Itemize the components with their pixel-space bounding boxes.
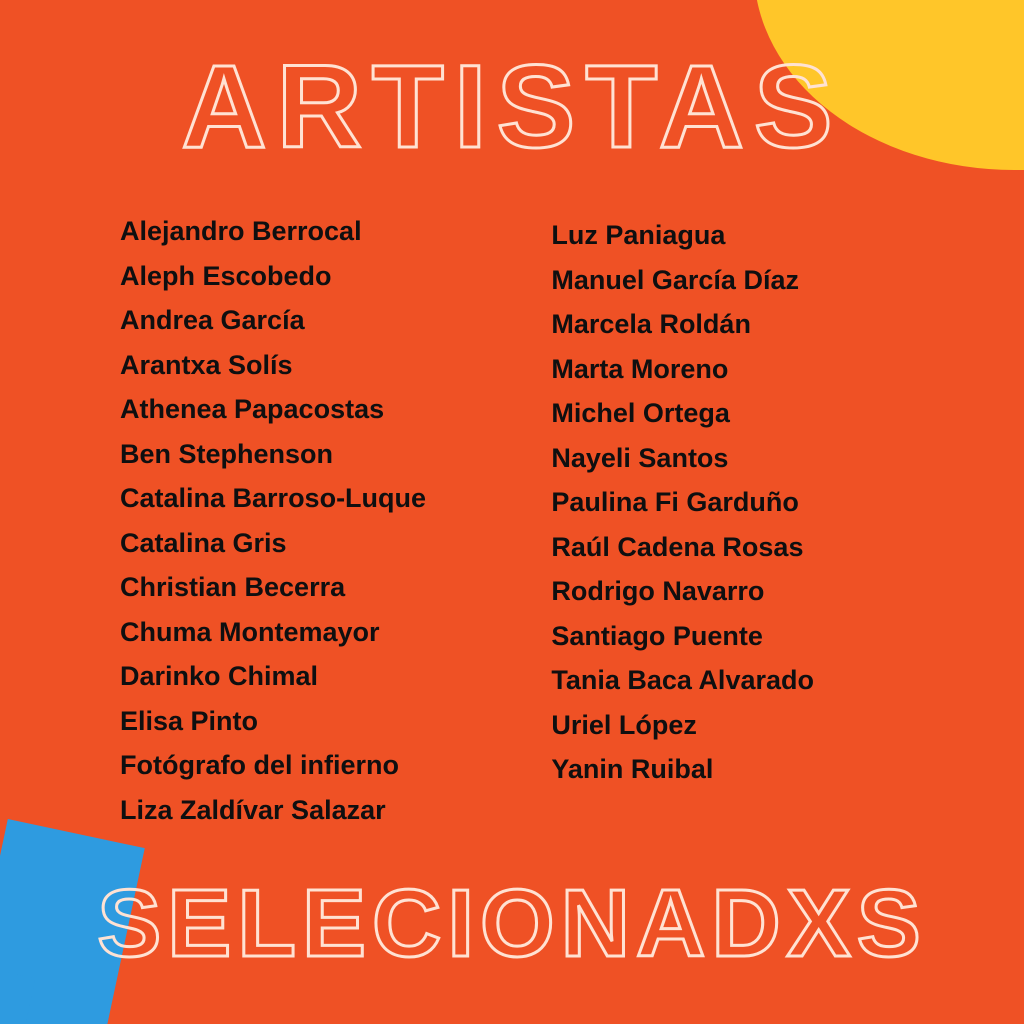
- list-item: Catalina Gris: [120, 527, 287, 558]
- list-item: Raúl Cadena Rosas: [551, 531, 804, 562]
- list-item: Fotógrafo del infierno: [120, 750, 399, 780]
- list-item: Alejandro Berrocal: [120, 216, 362, 246]
- list-item: Elisa Pinto: [120, 705, 259, 736]
- list-item: Darinko Chimal: [120, 661, 319, 691]
- list-item: Paulina Fi Garduño: [551, 487, 799, 517]
- list-item: Luz Paniagua: [551, 220, 726, 250]
- list-item: Marcela Roldán: [551, 309, 751, 339]
- list-item: Marta Moreno: [551, 353, 729, 384]
- list-item: Andrea García: [120, 305, 305, 335]
- list-item: Manuel García Díaz: [551, 264, 799, 295]
- list-item: Ben Stephenson: [120, 438, 334, 469]
- list-item: Athenea Papacostas: [120, 394, 385, 424]
- list-item: Liza Zaldívar Salazar: [120, 794, 386, 825]
- artists-column-right: [551, 218, 964, 841]
- list-item: Chuma Montemayor: [120, 616, 380, 647]
- list-item: Santiago Puente: [551, 620, 763, 651]
- list-item: Aleph Escobedo: [120, 260, 332, 291]
- list-item: Michel Ortega: [551, 398, 730, 428]
- page-title-top: ARTISTAS: [181, 41, 843, 173]
- list-item: Rodrigo Navarro: [551, 576, 765, 606]
- list-item: Uriel López: [551, 709, 697, 740]
- list-item: Arantxa Solís: [120, 349, 293, 380]
- list-item: Yanin Ruibal: [551, 754, 714, 784]
- artists-columns: [0, 218, 1024, 841]
- artists-column-left: [120, 218, 551, 841]
- list-item: Nayeli Santos: [551, 442, 729, 473]
- list-item: Christian Becerra: [120, 572, 346, 602]
- list-item: Catalina Barroso-Luque: [120, 483, 427, 513]
- list-item: Tania Baca Alvarado: [551, 665, 814, 695]
- page-title-bottom: SELECIONADXS: [97, 870, 927, 977]
